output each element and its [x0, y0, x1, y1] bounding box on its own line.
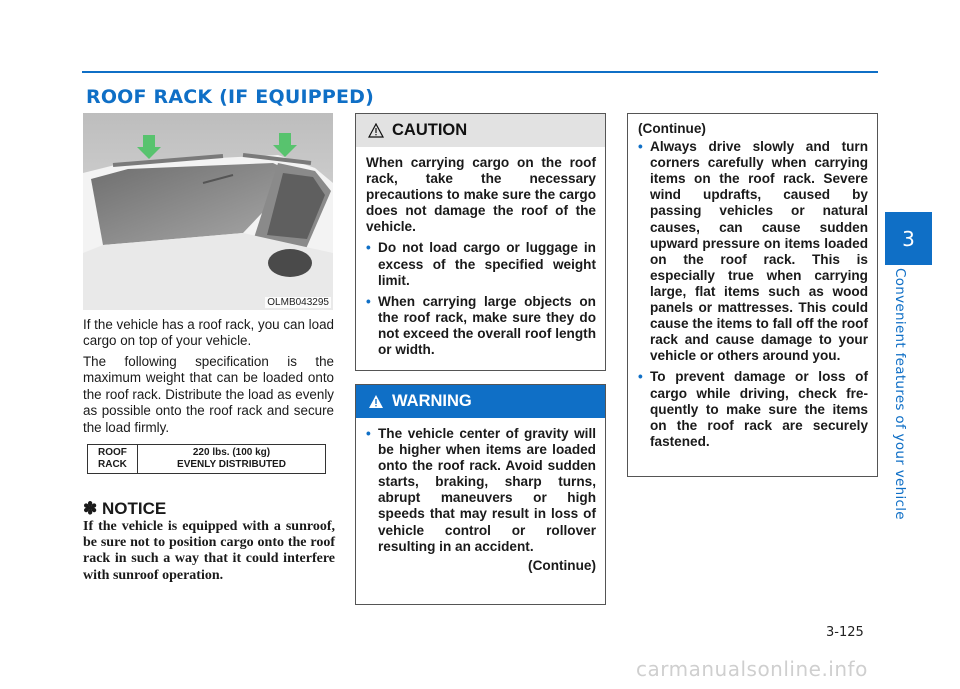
- top-rule: [82, 71, 878, 73]
- spec-value-line1: 220 lbs. (100 kg): [192, 447, 271, 458]
- warning-header: [356, 385, 605, 418]
- continued-header: (Continue): [638, 121, 706, 136]
- spec-label-line2: RACK: [98, 459, 127, 470]
- notice-heading: [83, 499, 166, 519]
- chapter-label-text: Convenient features of your vehicle: [892, 268, 908, 520]
- section-title: ROOF RACK (IF EQUIPPED): [86, 86, 375, 108]
- warning-continue: (Continue): [528, 557, 596, 573]
- spec-value-line2: EVENLY DISTRIBUTED: [177, 459, 286, 470]
- warning-item: • The vehicle center of gravity will be higher when items are loaded onto the roof rack. Avoid sudden starts, braking, sharp turns, abrupt maneuvers or high speeds that may result in loss of vehicle control or rollover resulting in an accident.: [366, 426, 596, 554]
- warning-triangle-icon: [368, 394, 384, 409]
- caution-triangle-icon: [368, 123, 384, 138]
- spec-value-cell: [138, 445, 325, 473]
- warning-list: [366, 426, 596, 555]
- caution-body: [356, 147, 605, 358]
- continued-item: • Always drive slowly and turn corners carefully when carrying items on the roof rack. Severe wind updrafts, caused by passing vehicles or natural causes, can cause sudden upward pressure on items loaded on the roof rack. This is especially true when carrying large, flat items such as wood panels or mattresses. This could cause the items to fall off the roof rack and cause damage to your vehicle or others around you.: [638, 139, 868, 364]
- notice-title: NOTICE: [101, 499, 167, 518]
- continued-list: [638, 139, 868, 450]
- watermark: carmanualsonline.info: [636, 657, 868, 681]
- chapter-tab: 3: [885, 212, 932, 265]
- continued-item: • To prevent damage or loss of cargo while driving, check frequently to make sure the items on the roof rack are securely fastened.: [638, 369, 868, 449]
- figure-code: OLMB043295: [267, 297, 329, 308]
- intro-paragraph-2: The following specification is the maximum weight that can be loaded onto the roof rack. Distribute the load as evenly as possible onto the roof rack and secure the load firmly.: [83, 354, 334, 435]
- continued-body: [628, 114, 877, 450]
- caution-list: [366, 240, 596, 358]
- bullet-icon: •: [366, 240, 371, 256]
- caution-title: CAUTION: [392, 121, 468, 139]
- spec-label-line1: ROOF: [98, 447, 127, 458]
- notice-symbol-icon: ✽: [83, 499, 98, 518]
- roof-rack-figure: [83, 113, 333, 310]
- spec-table: [87, 444, 326, 474]
- caution-item: • Do not load cargo or luggage in excess of the specified weight limit.: [366, 240, 596, 288]
- continued-box: [627, 113, 878, 477]
- bullet-icon: •: [638, 139, 643, 155]
- warning-title: WARNING: [392, 392, 472, 410]
- notice-body: If the vehicle is equipped with a sunroof, be sure not to position cargo onto the roof rack in such a way that it could interfere with sunroof operation.: [83, 519, 335, 583]
- caution-box: [355, 113, 606, 371]
- bullet-icon: •: [366, 293, 371, 309]
- warning-box: [355, 384, 606, 605]
- page-number: 3-125: [826, 625, 864, 640]
- caution-intro: When carrying cargo on the roof rack, take the necessary precautions to make sure the cargo does not damage the roof of the vehicle.: [366, 155, 596, 235]
- caution-item: • When carrying large objects on the roof rack, make sure they do not exceed the overall roof length or width.: [366, 293, 596, 358]
- bullet-icon: •: [638, 369, 643, 385]
- spec-label-cell: [88, 445, 138, 473]
- car-roof-illustration: [83, 113, 333, 310]
- caution-header: [356, 114, 605, 147]
- warning-body: [356, 418, 605, 574]
- intro-paragraph-1: If the vehicle has a roof rack, you can load cargo on top of your vehicle.: [83, 317, 334, 349]
- bullet-icon: •: [366, 426, 371, 441]
